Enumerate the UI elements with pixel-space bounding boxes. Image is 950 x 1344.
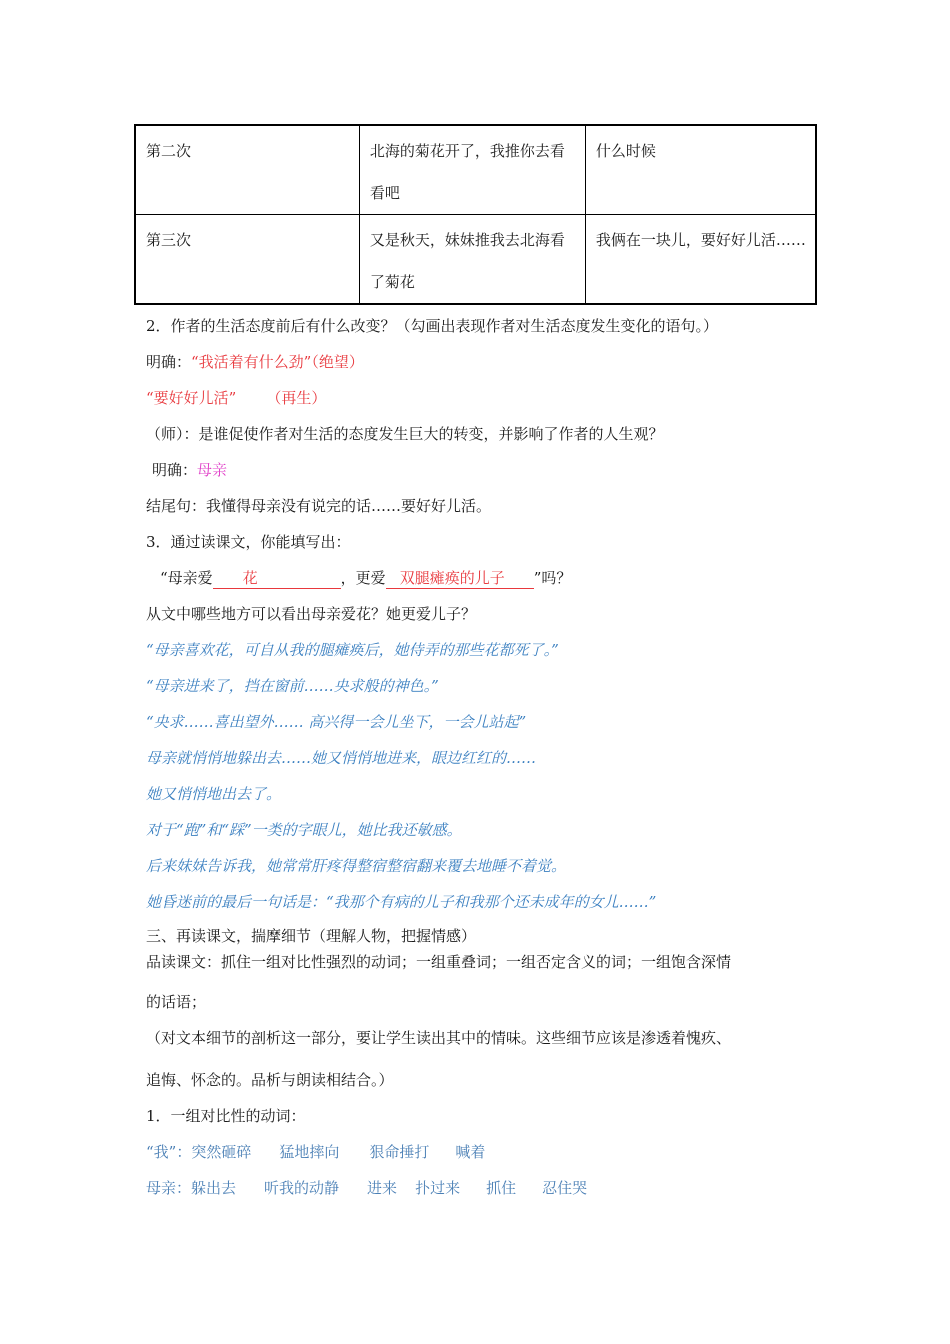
fill-blank-line [160,568,571,589]
blank-answer-2: 双腿瘫痪的儿子 [399,569,505,587]
verbs-mom-label: 母亲： [146,1179,192,1197]
table-cell: 第三次 [135,215,359,305]
answer-3 [152,460,227,480]
verbs-me-line [146,1142,485,1162]
verbs-me-label: “我”： [146,1143,192,1161]
question-3: 3．通过读课文，你能填写出： [146,533,351,551]
table-cell: 我俩在一块儿，要好好儿活…… [585,215,816,305]
quote-line: 母亲就悄悄地躲出去……她又悄悄地进来，眼边红红的…… [146,749,537,767]
verb-item: 抓住 [486,1179,517,1197]
verb-item: 猛地摔向 [279,1143,340,1161]
answer-1 [146,352,364,372]
table-cell: 第二次 [135,125,359,215]
section-3-heading: 三、再读课文，揣摩细节（理解人物，把握情感） [146,927,477,945]
teaching-note-cont: 追悔、怀念的。品析与朗读相结合。） [146,1071,394,1089]
table-cell: 北海的菊花开了，我推你去看看吧 [359,125,585,215]
answer-label: 明确： [146,353,192,371]
quote-line: 她昏迷前的最后一句话是：“我那个有病的儿子和我那个还未成年的女儿……” [146,893,657,911]
quote-line: “母亲进来了，挡在窗前……央求般的神色。” [146,677,439,695]
teaching-note: （对文本细节的剖析这一部分，要让学生读出其中的情味。这些细节应该是渗透着愧疚、 [146,1029,732,1047]
quote-line: 对于“跑”和“踩”一类的字眼儿，她比我还敏感。 [146,821,462,839]
quote-line: “母亲喜欢花，可自从我的腿瘫痪后，她侍弄的那些花都死了。” [146,641,559,659]
verb-item: 躲出去 [191,1179,237,1197]
table-row [135,125,816,215]
verb-item: 扑过来 [415,1179,461,1197]
verbs-title: 1．一组对比性的动词： [146,1107,306,1125]
table-cell: 又是秋天，妹妹推我去北海看了菊花 [359,215,585,305]
answer-tag: （再生） [266,389,327,407]
verb-item: 突然砸碎 [191,1143,252,1161]
fill-mid: ，更爱 [340,569,386,587]
reading-instruction-cont: 的话语； [146,993,207,1011]
verbs-mom-line [146,1178,587,1198]
verb-item: 狠命捶打 [369,1143,430,1161]
teacher-question: （师）：是谁促使作者对生活的态度发生巨大的转变，并影响了作者的人生观？ [146,425,664,443]
quote-line: “央求……喜出望外…… 高兴得一会儿坐下，一会儿站起” [146,713,527,731]
table-cell: 什么时候 [585,125,816,215]
quote-line: 她又悄悄地出去了。 [146,785,282,803]
follow-up-question: 从文中哪些地方可以看出母亲爱花？她更爱儿子？ [146,605,477,623]
verb-item: 听我的动静 [264,1179,340,1197]
blank-answer-1: 花 [242,569,258,587]
verb-item: 忍住哭 [542,1179,588,1197]
fill-suffix: ”吗？ [533,569,572,587]
answer-2 [146,388,326,408]
ending-sentence: 结尾句：我懂得母亲没有说完的话……要好好儿活。 [146,497,492,515]
answer-text: 母亲 [197,461,228,479]
verb-item: 喊着 [455,1143,486,1161]
fill-prefix: “母亲爱 [160,569,213,587]
quote-line: 后来妹妹告诉我，她常常肝疼得整宿整宿翻来覆去地睡不着觉。 [146,857,567,875]
comparison-table [134,124,817,305]
question-2: 2．作者的生活态度前后有什么改变？（勾画出表现作者对生活态度发生变化的语句。） [146,317,719,335]
answer-text: “要好好儿活” [146,389,237,407]
table-row [135,215,816,305]
reading-instruction: 品读课文：抓住一组对比性强烈的动词；一组重叠词；一组否定含义的词；一组饱含深情 [146,953,732,971]
verb-item: 进来 [367,1179,398,1197]
answer-label: 明确： [152,461,198,479]
answer-text: “我活着有什么劲”（绝望） [191,353,364,371]
